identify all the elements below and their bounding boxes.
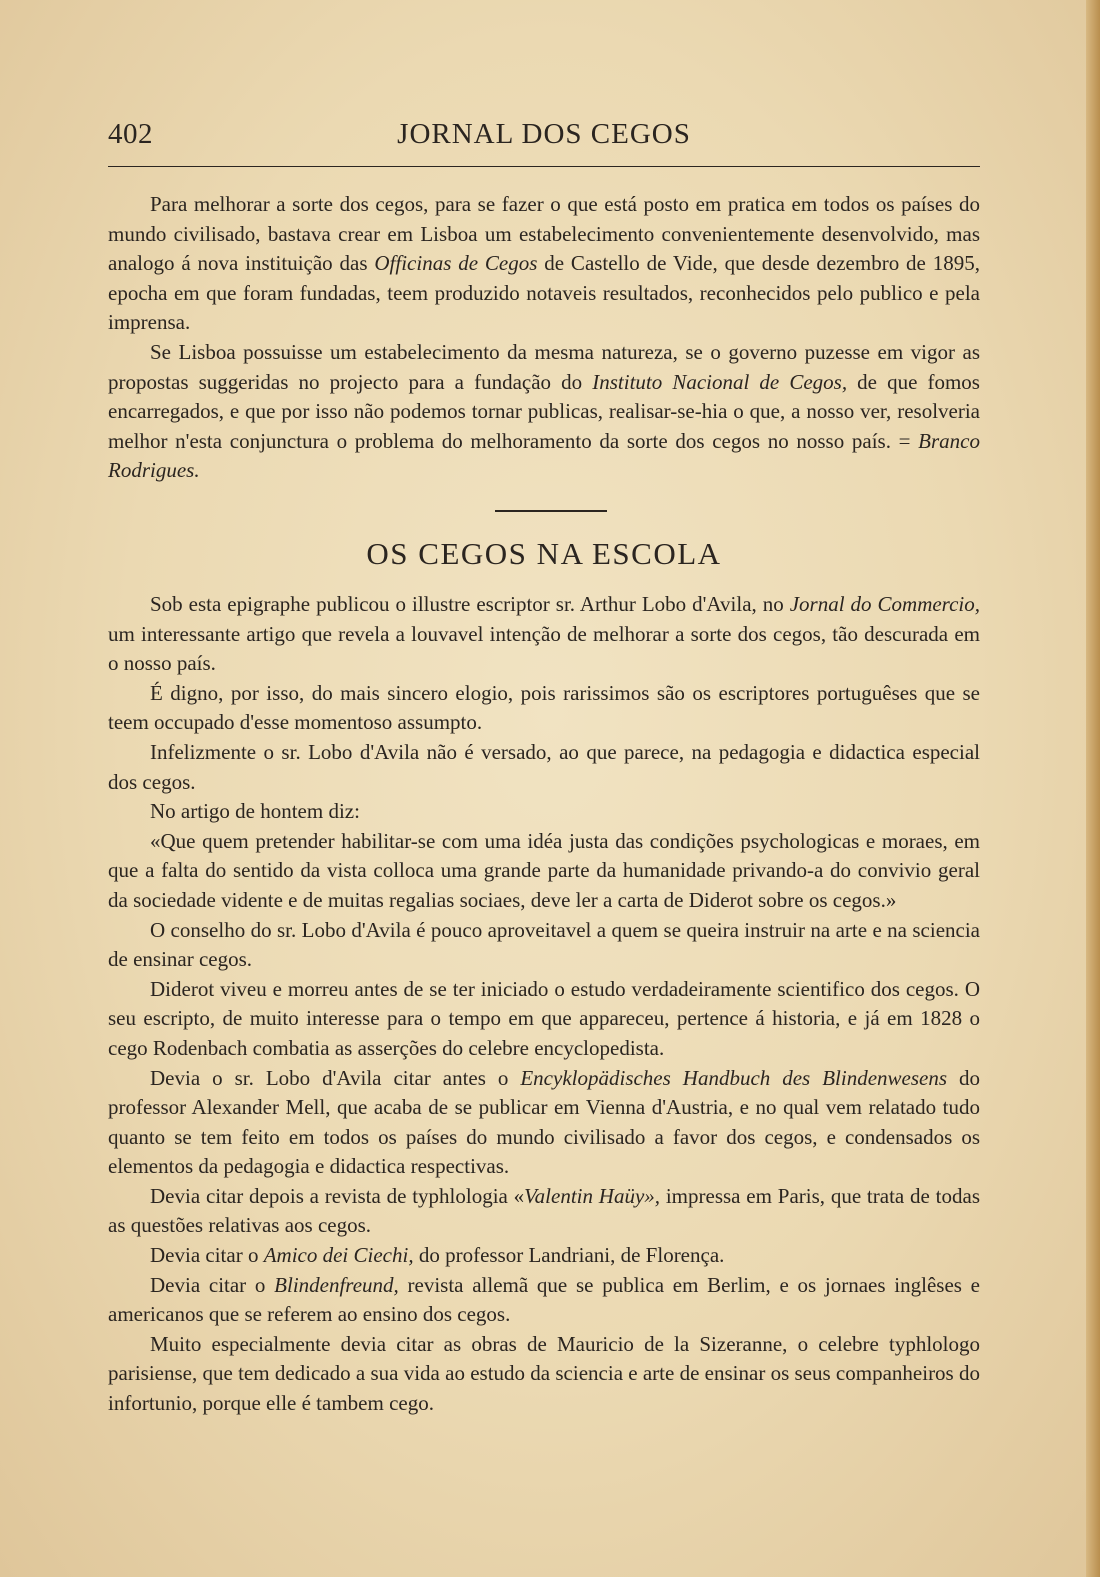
- paragraph: No artigo de hontem diz:: [150, 799, 360, 824]
- paragraph: Devia citar depois a revista de typhlologia «Valentin Haüy», impressa em Paris, que trata de todas as questões relativas aos cegos.: [108, 1183, 980, 1238]
- paragraph: Sob esta epigraphe publicou o illustre escriptor sr. Arthur Lobo d'Avila, no Jornal do Commercio, um interessante artigo que revela a louvavel intenção de melhorar a sorte dos cegos, tão descurada em o nosso país.: [108, 592, 980, 676]
- emphasis-text: Encyklopädisches Handbuch des Blindenwesens: [520, 1065, 948, 1090]
- section-title: OS CEGOS NA ESCOLA: [366, 536, 722, 571]
- paragraph: O conselho do sr. Lobo d'Avila é pouco aproveitavel a quem se queira instruir na arte e na sciencia de ensinar cegos.: [108, 917, 980, 972]
- article-body: [108, 590, 980, 1419]
- paragraph: Infelizmente o sr. Lobo d'Avila não é versado, ao que parece, na pedagogia e didactica especial dos cegos.: [108, 739, 980, 794]
- page-edge: [1086, 0, 1100, 1577]
- author-signature: Branco Rodrigues.: [108, 428, 980, 483]
- article-continuation: [108, 190, 980, 486]
- paragraph: Muito especialmente devia citar as obras de Mauricio de la Sizeranne, o celebre typhlologo parisiense, que tem dedicado a sua vida ao estudo da sciencia e arte de ensinar os seus companheiros do infortunio, porque elle é tambem cego.: [108, 1331, 980, 1416]
- emphasis-text: Valentin Haüy»,: [524, 1183, 661, 1208]
- emphasis-text: Amico dei Ciechi,: [263, 1243, 414, 1268]
- paragraph: Devia citar o Amico dei Ciechi, do professor Landriani, de Florença.: [150, 1243, 725, 1268]
- paragraph: Para melhorar a sorte dos cegos, para se fazer o que está posto em pratica em todos os países do mundo civilisado, bastava crear em Lisboa um estabelecimento convenientemente desenvolvido, mas analogo á nova instituição das Officinas de Cegos de Castello de Vide, que desde dezembro de 1895, epocha em que foram fundadas, teem produzido notaveis resultados, reconhecidos pelo publico e pela imprensa.: [108, 192, 980, 335]
- emphasis-text: Officinas de Cegos: [374, 251, 538, 276]
- section-divider: [495, 510, 607, 512]
- emphasis-text: Instituto Nacional de Cegos,: [592, 369, 848, 394]
- paragraph: É digno, por isso, do mais sincero elogio, pois rarissimos são os escriptores portuguêses que se teem occupado d'esse momentoso assumpto.: [108, 680, 980, 735]
- emphasis-text: Blindenfreund,: [274, 1272, 399, 1297]
- page-number: 402: [108, 118, 153, 150]
- paragraph: Se Lisboa possuisse um estabelecimento da mesma natureza, se o governo puzesse em vigor as propostas suggeridas no projecto para a fundação do Instituto Nacional de Cegos, de que fomos encarregados, e que por isso não podemos tornar publicas, realisar-se-hia o que, a nosso ver, resolveria melhor n'esta conjunctura o problema do melhoramento da sorte dos cegos no nosso país. = Branco Rodrigues.: [108, 339, 980, 483]
- emphasis-text: Jornal do Commercio,: [789, 592, 980, 616]
- header-rule: [108, 166, 980, 167]
- quotation-paragraph: «Que quem pretender habilitar-se com uma idéa justa das condições psychologicas e moraes, em que a falta do sentido da vista colloca uma grande parte da humanidade privando-a do convivio geral da sociedade vidente e de muitas regalias sociaes, deve ler a carta de Diderot sobre os cegos.»: [108, 828, 980, 912]
- running-title: JORNAL DOS CEGOS: [397, 118, 691, 150]
- page-header: [108, 118, 980, 158]
- paragraph: Devia citar o Blindenfreund, revista allemã que se publica em Berlim, e os jornaes inglêses e americanos que se referem ao ensino dos cegos.: [108, 1272, 980, 1327]
- paragraph: Devia o sr. Lobo d'Avila citar antes o Encyklopädisches Handbuch des Blindenwesens do professor Alexander Mell, que acaba de se publicar em Vienna d'Austria, e no qual vem relatado tudo quanto se tem feito em todos os países do mundo civilisado a favor dos cegos, e condensados os elementos da pedagogia e didactica respectivas.: [108, 1065, 981, 1179]
- paragraph: Diderot viveu e morreu antes de se ter iniciado o estudo verdadeiramente scientifico dos cegos. O seu escripto, de muito interesse para o tempo em que appareceu, pertence á historia, e já em 1828 o cego Rodenbach combatia as asserções do celebre encyclopedista.: [108, 976, 980, 1060]
